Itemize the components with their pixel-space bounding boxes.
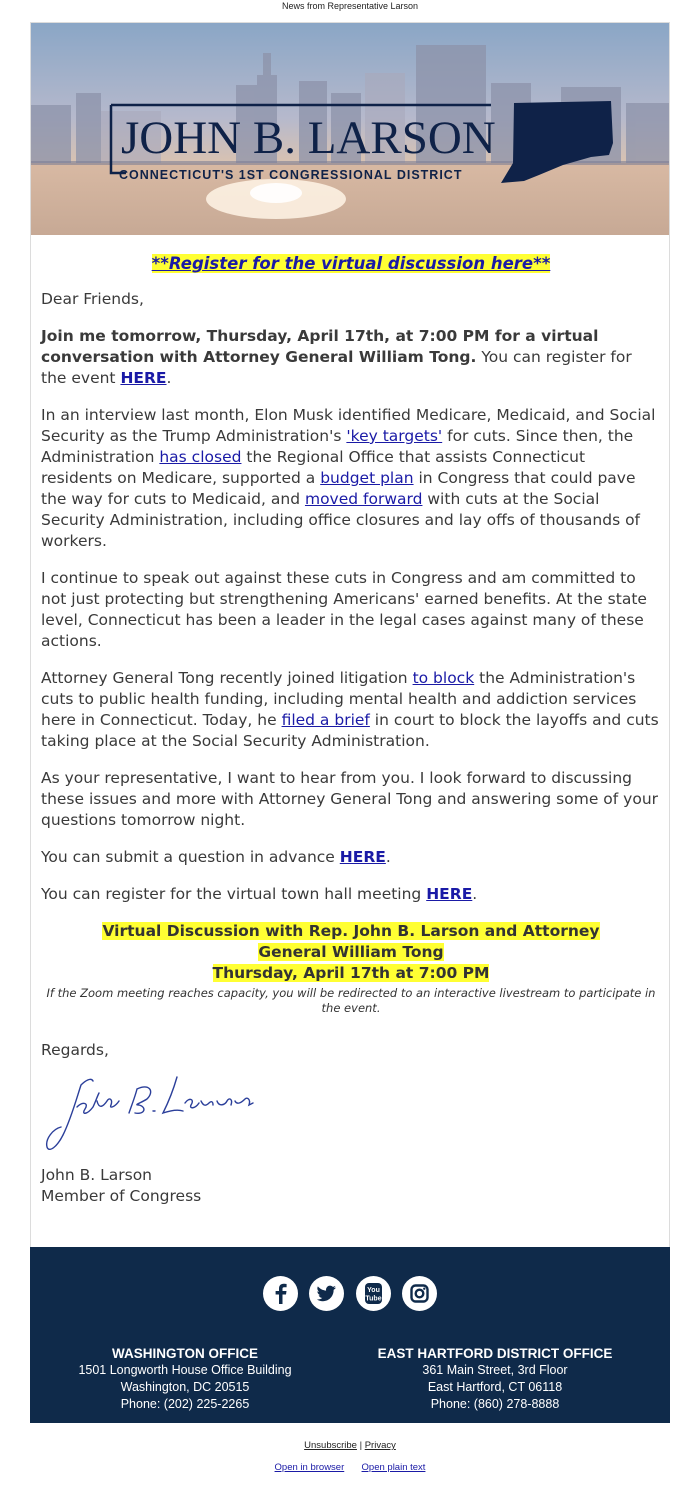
banner-name-title: JOHN B. LARSON (121, 112, 496, 164)
privacy-link[interactable]: Privacy (364, 1440, 396, 1451)
facebook-icon[interactable] (263, 1276, 298, 1311)
twitter-icon[interactable] (309, 1276, 344, 1311)
office-address-line2: Washington, DC 20515 (120, 1380, 250, 1394)
youtube-icon[interactable] (356, 1276, 391, 1311)
office-phone: Phone: (860) 278-8888 (430, 1397, 560, 1411)
register-townhall-link[interactable]: HERE (426, 885, 473, 903)
signature-title: Member of Congress (41, 1187, 202, 1205)
open-plain-text-link[interactable]: Open plain text (361, 1462, 426, 1473)
washington-office (35, 1345, 335, 1413)
office-name: EAST HARTFORD DISTRICT OFFICE (377, 1346, 613, 1361)
has-closed-link[interactable]: has closed (159, 448, 242, 466)
office-address-line1: 1501 Longworth House Office Building (78, 1363, 292, 1377)
event-title: Virtual Discussion with Rep. John B. Larson and Attorney General William Tong Thursday, April 17th at 7:00 PM (102, 922, 600, 982)
event-note: If the Zoom meeting reaches capacity, you will be redirected to an interactive livestream to participate in the event. (46, 986, 656, 1015)
paragraph-speak-out: I continue to speak out against these cuts in Congress and am committed to not just protecting but strengthening Americans' earned benefits. At the state level, Connecticut has been a leader in the legal cases against many of these actions. (41, 569, 647, 650)
paragraph-cuts: In an interview last month, Elon Musk identified Medicare, Medicaid, and Social Security as the Trump Administration's 'key targets' for cuts. Since then, the Administration has closed the Regional Office that assists Connecticut residents on Medicare, supported a budget plan in Congress that could pave the way for cuts to Medicaid, and moved forward with cuts at the Social Security Administration, including office closures and lay offs of thousands of workers. (41, 406, 656, 550)
header-banner (31, 23, 669, 235)
office-address-line1: 361 Main Street, 3rd Floor (422, 1363, 568, 1377)
moved-forward-link[interactable]: moved forward (304, 490, 423, 508)
signature-name: John B. Larson (41, 1166, 153, 1184)
office-name: WASHINGTON OFFICE (111, 1346, 258, 1361)
social-icons (30, 1276, 670, 1311)
key-targets-link[interactable]: 'key targets' (346, 427, 443, 445)
paragraph-litigation: Attorney General Tong recently joined litigation to block the Administration's cuts to public health funding, including mental health and addiction services here in Connecticut. Today, he filed a brief in court to block the layoffs and cuts taking place at the Social Security Administration. (41, 669, 659, 750)
paragraph-invite: Join me tomorrow, Thursday, April 17th, at 7:00 PM for a virtual conversation with Attorney General William Tong. You can register for the event HERE. (41, 327, 632, 387)
paragraph-hear-from-you: As your representative, I want to hear from you. I look forward to discussing these issues and more with Attorney General Tong and answering some of your questions tomorrow night. (41, 769, 659, 829)
office-phone: Phone: (202) 225-2265 (120, 1397, 250, 1411)
filed-a-brief-link[interactable]: filed a brief (281, 711, 370, 729)
legal-links: Unsubscribe | Privacy (304, 1440, 396, 1451)
register-link[interactable]: **Register for the virtual discussion here** (151, 254, 551, 273)
banner-subtitle: CONNECTICUT'S 1ST CONGRESSIONAL DISTRICT (119, 168, 463, 182)
closing: Regards, (41, 1041, 109, 1059)
to-block-link[interactable]: to block (412, 669, 475, 687)
email-body (41, 253, 661, 1207)
banner-image (31, 23, 669, 235)
paragraph-register-townhall: You can register for the virtual town hall meeting HERE. (41, 885, 478, 903)
submit-question-link[interactable]: HERE (339, 848, 386, 866)
youtube-text-you: You (366, 1287, 380, 1294)
youtube-text-tube: Tube (364, 1295, 382, 1303)
email-card (30, 22, 670, 1247)
footer (30, 1247, 670, 1423)
signature-image (41, 1067, 661, 1159)
greeting: Dear Friends, (41, 290, 144, 308)
office-address-line2: East Hartford, CT 06118 (427, 1380, 563, 1394)
view-links (0, 1462, 700, 1473)
register-event-link[interactable]: HERE (120, 369, 167, 387)
open-in-browser-link[interactable]: Open in browser (274, 1462, 345, 1473)
instagram-icon[interactable] (402, 1276, 437, 1311)
east-hartford-office (345, 1345, 645, 1413)
invite-bold-text: Join me tomorrow, Thursday, April 17th, at 7:00 PM for a virtual conversation with Attorney General William Tong. (41, 327, 599, 366)
paragraph-submit-question: You can submit a question in advance HERE. (41, 848, 391, 866)
budget-plan-link[interactable]: budget plan (320, 469, 414, 487)
preheader-text: News from Representative Larson (281, 1, 419, 11)
unsubscribe-link[interactable]: Unsubscribe (304, 1440, 357, 1451)
